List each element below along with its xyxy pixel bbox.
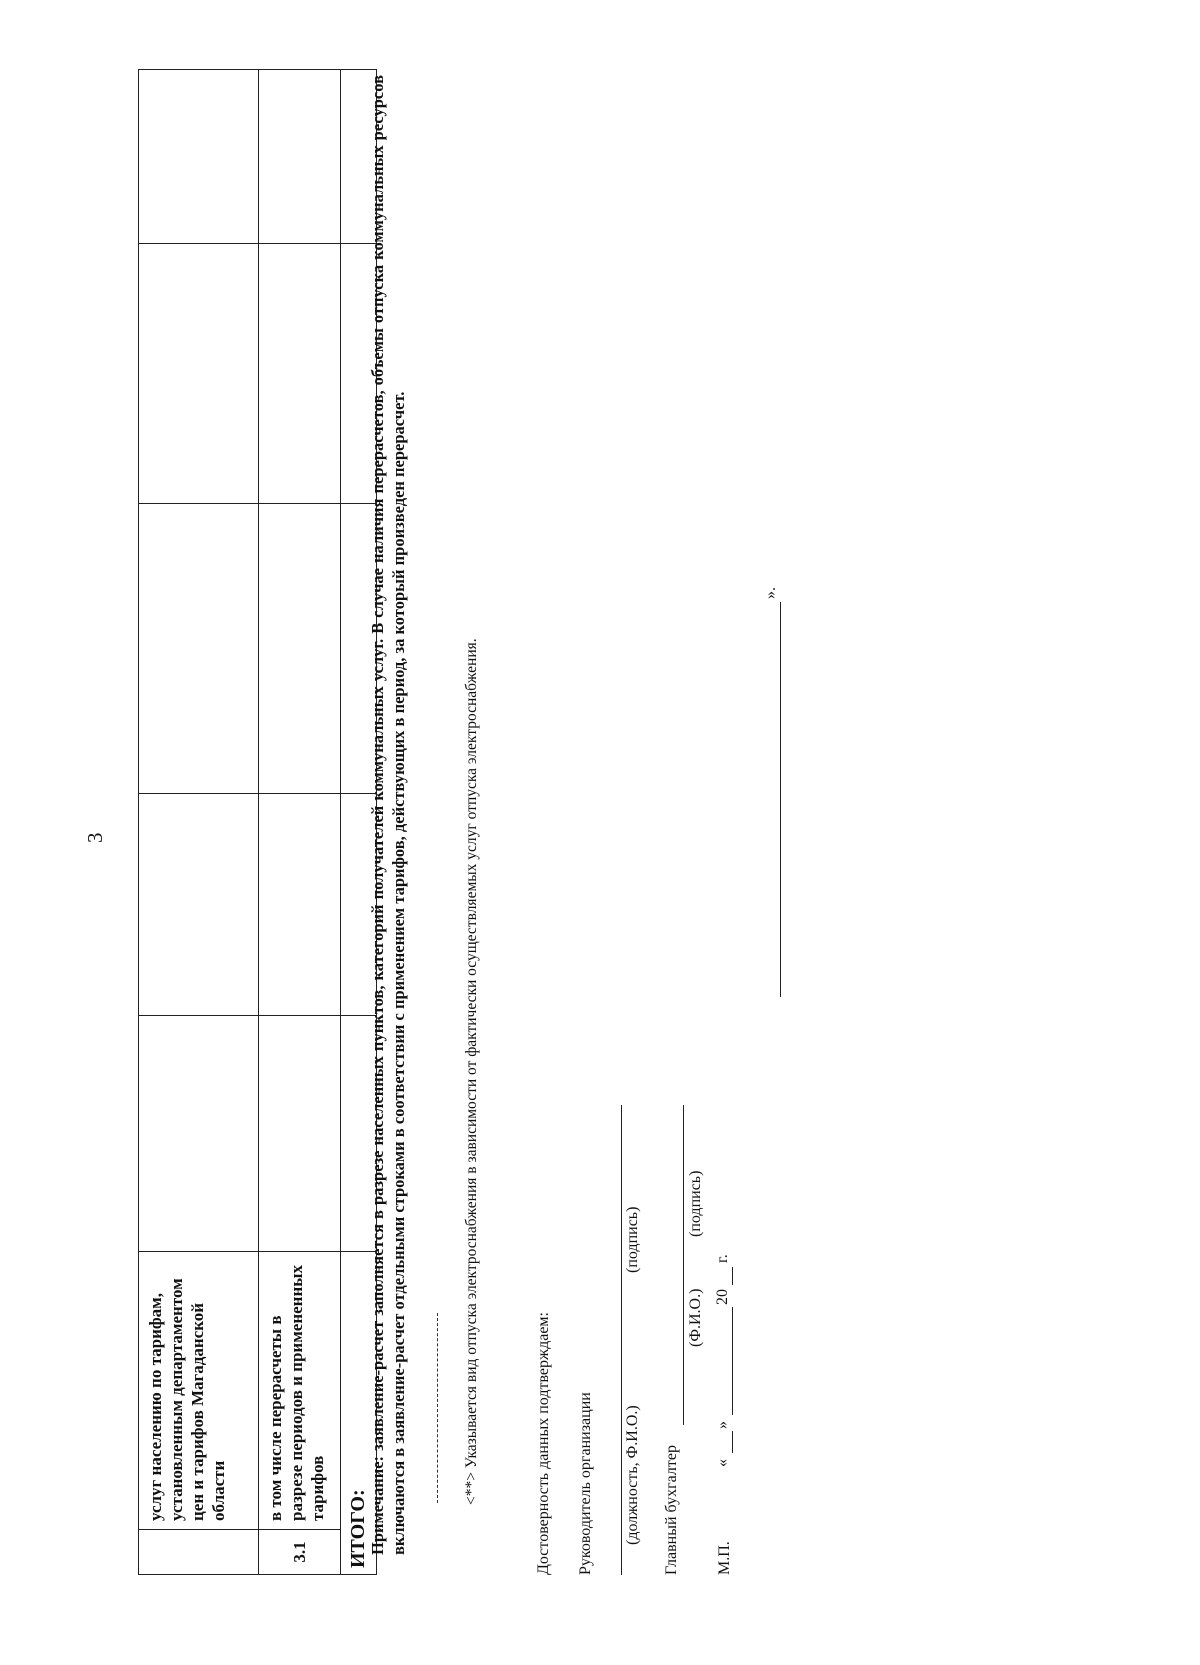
table-row [139, 70, 259, 1575]
calculation-table [138, 69, 377, 1575]
signature-caption: (подпись) [624, 1206, 641, 1273]
empty-cell [139, 504, 259, 794]
chief-accountant-label: Главный бухгалтер [663, 1445, 680, 1575]
head-signature-line [621, 1105, 622, 1575]
page-number: 3 [83, 832, 107, 843]
total-label: ИТОГО: [341, 1252, 377, 1575]
year-blank-line [732, 1267, 733, 1285]
signature-caption-2: (подпись) [687, 1170, 704, 1237]
chief-accountant-signature-line [683, 1105, 684, 1425]
empty-cell [259, 504, 341, 794]
note-paragraph: Примечание: заявление-расчет заполняется в разрезе населенных пунктов, категорий получателей коммунальных услуг. В случае наличия перерасчетов, объемы отпуска коммунальных ресурсов включаются в заявление-расчет отдельными строками в соответствии с применением тарифов, действующих в период, за который произведен перерасчет. [368, 75, 408, 1555]
year-suffix: г. [714, 1254, 731, 1263]
empty-cell [139, 794, 259, 1016]
empty-cell [139, 1016, 259, 1252]
empty-cell [259, 70, 341, 244]
date-quote-close: » [714, 1421, 731, 1429]
note-divider [437, 1313, 438, 1503]
confirm-label: Достоверность данных подтверждаем: [535, 1312, 552, 1575]
row-description-cell: в том числе перерасчеты в разрезе периодов и примененных тарифов [259, 1252, 341, 1530]
row-description-cell: услуг населению по тарифам, установленным департаментом цен и тарифов Магаданской области [139, 1252, 259, 1530]
empty-cell [139, 244, 259, 504]
fio-caption: (Ф.И.О.) [687, 1288, 704, 1347]
day-blank-line [732, 1431, 733, 1453]
empty-cell [259, 1016, 341, 1252]
empty-cell [139, 70, 259, 244]
closing-quote: ». [762, 587, 779, 599]
head-label: Руководитель организации [577, 1392, 594, 1575]
position-fio-caption: (должность, Ф.И.О.) [624, 1405, 641, 1545]
table-row [259, 70, 341, 1575]
empty-cell [259, 794, 341, 1016]
row-number-cell: 3.1 [259, 1530, 341, 1575]
stamp-label: М.П. [716, 1541, 733, 1575]
closing-blank-line [780, 602, 781, 997]
row-number-cell [139, 1530, 259, 1575]
empty-cell [259, 244, 341, 504]
year-prefix: 20 [714, 1289, 731, 1305]
date-quote-open: « [714, 1459, 731, 1467]
month-blank-line [732, 1307, 733, 1415]
footnote-text: <**> Указывается вид отпуска электроснабжения в зависимости от фактически осуществляемых услуг отпуска электроснабжения. [463, 638, 480, 1505]
